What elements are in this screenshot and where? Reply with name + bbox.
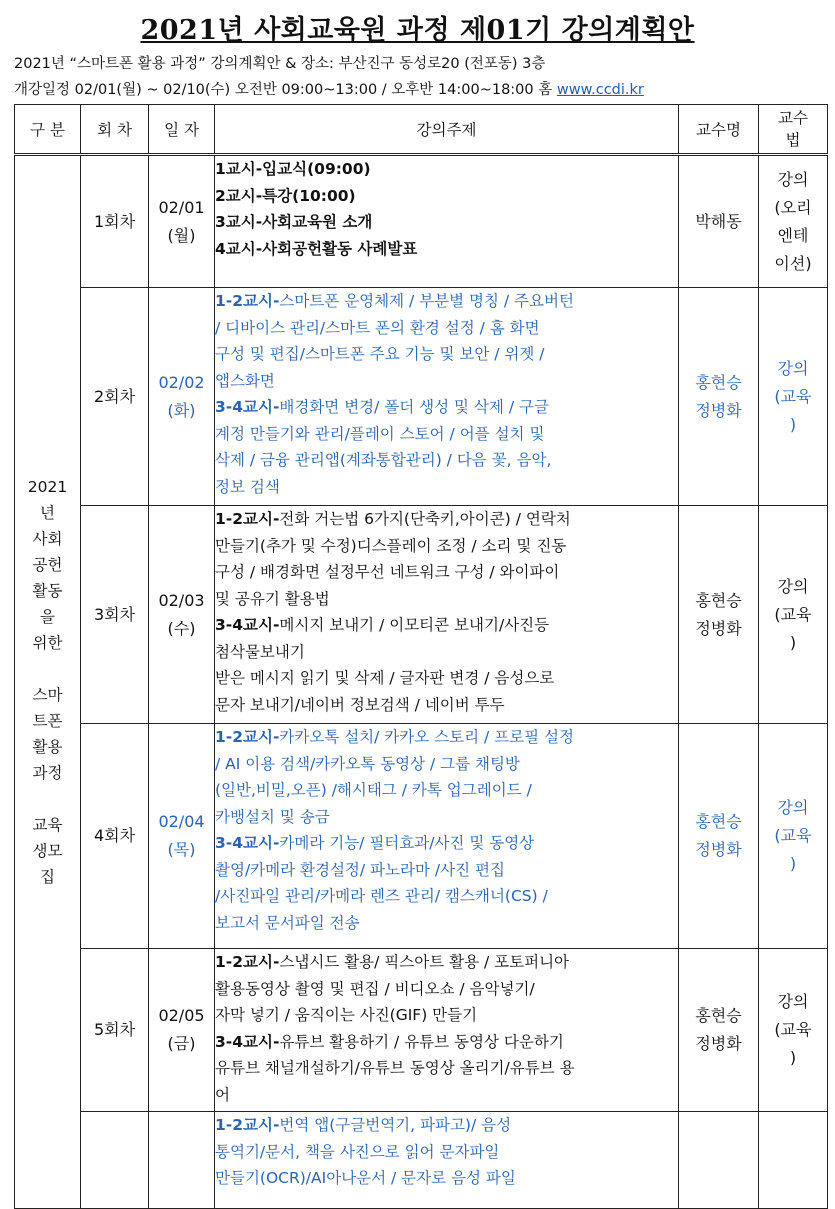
topic-line: 2교시-특강(10:00) xyxy=(215,186,356,205)
session-cell xyxy=(81,155,149,288)
topic-cell xyxy=(215,724,679,949)
topic-cell xyxy=(215,288,679,506)
professor-name: 정병화 xyxy=(695,618,742,638)
professor-cell xyxy=(679,506,759,724)
method-line: ) xyxy=(789,414,797,434)
topic-line: 통역기/문서, 책을 사진으로 읽어 문자파일 xyxy=(215,1142,500,1161)
professor-cell xyxy=(679,724,759,949)
method-line: 이션) xyxy=(774,253,812,273)
date-cell xyxy=(149,506,215,724)
professor-cell xyxy=(679,288,759,506)
topic-line: 및 공유기 활용법 xyxy=(215,589,330,608)
category-line: 과정 xyxy=(32,764,63,782)
topic-line: 유튜브 채널개설하기/유튜브 동영상 올리기/유튜브 용 xyxy=(215,1059,575,1077)
topic-line: 3-4교시-배경화면 변경/ 폴더 생성 및 삭제 / 구글 xyxy=(215,398,549,416)
homepage-link[interactable]: www.ccdi.kr xyxy=(556,82,644,98)
header-professor: 교수명 xyxy=(679,105,759,155)
topic-line: 4교시-사회공헌활동 사례발표 xyxy=(215,239,418,258)
topic-line: 받은 메시지 읽기 및 삭제 / 글자판 변경 / 음성으로 xyxy=(215,669,555,687)
topic-cell xyxy=(215,506,679,724)
topic-cell xyxy=(215,155,679,288)
topic-line: 1-2교시-스마트폰 운영체제 / 부분별 명칭 / 주요버턴 xyxy=(215,292,574,310)
category-line xyxy=(15,656,80,682)
method-line: 강의 xyxy=(777,358,809,378)
topic-line: 구성 / 배경화면 설정무선 네트워크 구성 / 와이파이 xyxy=(215,563,560,581)
category-line: 활용 xyxy=(32,738,63,756)
method-line: (교육 xyxy=(774,604,812,624)
table-row xyxy=(15,724,828,949)
period-label: 1-2교시- xyxy=(215,292,280,310)
date-cell xyxy=(149,288,215,506)
header-topic: 강의주제 xyxy=(215,105,679,155)
topic-line: 1-2교시-번역 앱(구글번역기, 파파고)/ 음성 xyxy=(215,1116,512,1134)
topic-line: 3-4교시-메시지 보내기 / 이모티콘 보내기/사진등 xyxy=(215,616,550,634)
method-cell xyxy=(759,724,828,949)
topic-line: / 디바이스 관리/스마트 폰의 환경 설정 / 홈 화면 xyxy=(215,318,540,337)
topic-line: 어 xyxy=(215,1085,230,1104)
category-line: 을 xyxy=(40,608,55,626)
method-line: ) xyxy=(789,854,797,873)
topic-line: 촬영/카메라 환경설정/ 파노라마 /사진 편집 xyxy=(215,860,505,879)
method-line: (교육 xyxy=(774,826,812,845)
session-cell xyxy=(81,724,149,949)
weekday-value: (목) xyxy=(167,840,196,859)
topic-line: / AI 이용 검색/카카오톡 동영상 / 그룹 채팅방 xyxy=(215,754,520,773)
date-cell xyxy=(149,949,215,1112)
topic-line: (일반,비밀,오픈) /해시태그 / 카톡 업그레이드 / xyxy=(215,781,532,799)
method-line: 엔테 xyxy=(777,225,809,245)
period-label: 1-2교시- xyxy=(215,953,280,971)
category-line: 년 xyxy=(40,504,55,522)
date-value: 02/04 xyxy=(158,812,205,831)
period-label: 1-2교시- xyxy=(215,728,280,746)
professor-cell xyxy=(679,155,759,288)
date-cell xyxy=(149,724,215,949)
topic-line: 1교시-입교식(09:00) xyxy=(215,160,371,178)
weekday-value: (금) xyxy=(167,1034,196,1053)
date-cell xyxy=(149,1112,215,1209)
topic-line: 1-2교시-스냅시드 활용/ 픽스아트 활용 / 포토퍼니아 xyxy=(215,953,570,971)
period-label: 1-2교시- xyxy=(215,1116,280,1134)
professor-name: 홍현승 xyxy=(695,812,742,831)
method-line: 강의 xyxy=(777,576,809,596)
professor-name: 홍현승 xyxy=(695,1006,742,1025)
schedule-line xyxy=(14,78,644,99)
weekday-value: (월) xyxy=(167,225,196,245)
professor-name: 정병화 xyxy=(695,400,742,420)
table-row xyxy=(15,288,828,506)
topic-line: 만들기(추가 및 수정)디스플레이 조정 / 소리 및 진동 xyxy=(215,536,567,555)
lecture-plan-table xyxy=(14,104,828,1209)
date-value: 02/01 xyxy=(158,197,205,217)
method-line: 강의 xyxy=(777,169,809,189)
professor-name: 홍현승 xyxy=(695,372,742,392)
professor-name: 박해동 xyxy=(695,211,742,231)
table-row xyxy=(15,949,828,1112)
method-line: 강의 xyxy=(777,798,809,817)
topic-line: /사진파일 관리/카메라 렌즈 관리/ 캠스캐너(CS) / xyxy=(215,887,548,905)
period-label: 3-4교시- xyxy=(215,616,280,634)
category-line: 위한 xyxy=(32,634,63,652)
session-cell xyxy=(81,949,149,1112)
category-line: 트폰 xyxy=(32,712,63,730)
topic-line: 보고서 문서파일 전송 xyxy=(215,913,360,932)
topic-line: 1-2교시-카카오톡 설치/ 카카오 스토리 / 프로필 설정 xyxy=(215,728,574,746)
subtitle: 2021년 “스마트폰 활용 과정” 강의계획안 & 장소: 부산진구 동성로20 (전포동) 3층 xyxy=(14,56,546,72)
topic-line: 3-4교시-유튜브 활용하기 / 유튜브 동영상 다운하기 xyxy=(215,1032,564,1051)
session-cell xyxy=(81,1112,149,1209)
category-line xyxy=(15,786,80,812)
header-category: 구 분 xyxy=(15,105,81,155)
table-row xyxy=(15,1112,828,1209)
table-row xyxy=(15,506,828,724)
topic-line: 계정 만들기와 관리/플레이 스토어 / 어플 설치 및 xyxy=(215,424,545,443)
method-cell xyxy=(759,288,828,506)
period-label: 3-4교시- xyxy=(215,834,280,852)
method-line: ) xyxy=(789,632,797,652)
category-line: 스마 xyxy=(32,686,63,704)
period-label: 1-2교시- xyxy=(215,510,280,528)
weekday-value: (화) xyxy=(167,400,196,420)
category-line: 사회 xyxy=(32,530,63,548)
category-line: 공헌 xyxy=(32,556,63,574)
category-line: 2021 xyxy=(27,478,68,496)
category-cell xyxy=(15,155,81,1209)
topic-line: 활용동영상 촬영 및 편집 / 비디오쇼 / 음악넣기/ xyxy=(215,979,535,998)
date-value: 02/02 xyxy=(158,372,205,392)
category-line: 집 xyxy=(40,868,55,886)
category-line: 생모 xyxy=(32,842,63,860)
topic-line: 만들기(OCR)/AI아나운서 / 문자로 음성 파일 xyxy=(215,1169,516,1187)
method-cell xyxy=(759,1112,828,1209)
professor-name: 정병화 xyxy=(695,1034,742,1053)
schedule-text: 개강일정 02/01(월) ~ 02/10(수) 오전반 09:00~13:00 / 오후반 14:00~18:00 홈 xyxy=(14,82,553,98)
period-label: 3-4교시- xyxy=(215,1032,280,1051)
method-cell xyxy=(759,506,828,724)
header-session: 회 차 xyxy=(81,105,149,155)
professor-cell xyxy=(679,1112,759,1209)
method-line: (오리 xyxy=(774,197,812,217)
weekday-value: (수) xyxy=(167,618,196,638)
table-row xyxy=(15,155,828,288)
topic-line: 3-4교시-카메라 기능/ 필터효과/사진 및 동영상 xyxy=(215,834,535,852)
header-method-text: 교수법 xyxy=(778,109,808,149)
topic-line: 첨삭물보내기 xyxy=(215,642,305,661)
date-value: 02/05 xyxy=(158,1006,205,1025)
session-label: 5회차 xyxy=(93,1020,136,1039)
date-value: 02/03 xyxy=(158,590,205,610)
topic-cell xyxy=(215,949,679,1112)
header-date: 일 자 xyxy=(149,105,215,155)
method-line: (교육 xyxy=(774,1020,812,1039)
header-method xyxy=(759,105,828,155)
method-line: ) xyxy=(789,1048,797,1067)
method-cell xyxy=(759,949,828,1112)
topic-line: 삭제 / 금융 관리앱(계좌통합관리) / 다음 꽃, 음악, xyxy=(215,451,552,469)
topic-line: 카뱅설치 및 송금 xyxy=(215,807,330,826)
table-header-row xyxy=(15,105,828,155)
topic-cell xyxy=(215,1112,679,1209)
session-cell xyxy=(81,288,149,506)
date-cell xyxy=(149,155,215,288)
period-label: 3-4교시- xyxy=(215,398,280,416)
topic-line: 정보 검색 xyxy=(215,477,280,496)
session-cell xyxy=(81,506,149,724)
topic-line: 3교시-사회교육원 소개 xyxy=(215,213,373,231)
method-line: (교육 xyxy=(774,386,812,406)
session-label: 3회차 xyxy=(93,604,136,624)
topic-line: 1-2교시-전화 거는법 6가지(단축키,아이콘) / 연락처 xyxy=(215,510,571,528)
session-label: 2회차 xyxy=(93,386,136,406)
professor-cell xyxy=(679,949,759,1112)
topic-line: 앱스화면 xyxy=(215,371,275,390)
topic-line: 문자 보내기/네이버 정보검색 / 네이버 투두 xyxy=(215,695,505,714)
session-label: 1회차 xyxy=(93,211,136,231)
page-title: 2021년 사회교육원 과정 제01기 강의계획안 xyxy=(140,15,695,46)
session-label: 4회차 xyxy=(93,826,136,845)
category-line: 활동 xyxy=(32,582,63,600)
professor-name: 정병화 xyxy=(695,840,742,859)
category-line: 교육 xyxy=(32,816,63,834)
professor-name: 홍현승 xyxy=(695,590,742,610)
topic-line: 자막 넣기 / 움직이는 사진(GIF) 만들기 xyxy=(215,1006,478,1024)
topic-line: 구성 및 편집/스마트폰 주요 기능 및 보안 / 위젯 / xyxy=(215,345,545,363)
method-cell xyxy=(759,155,828,288)
method-line: 강의 xyxy=(777,992,809,1011)
